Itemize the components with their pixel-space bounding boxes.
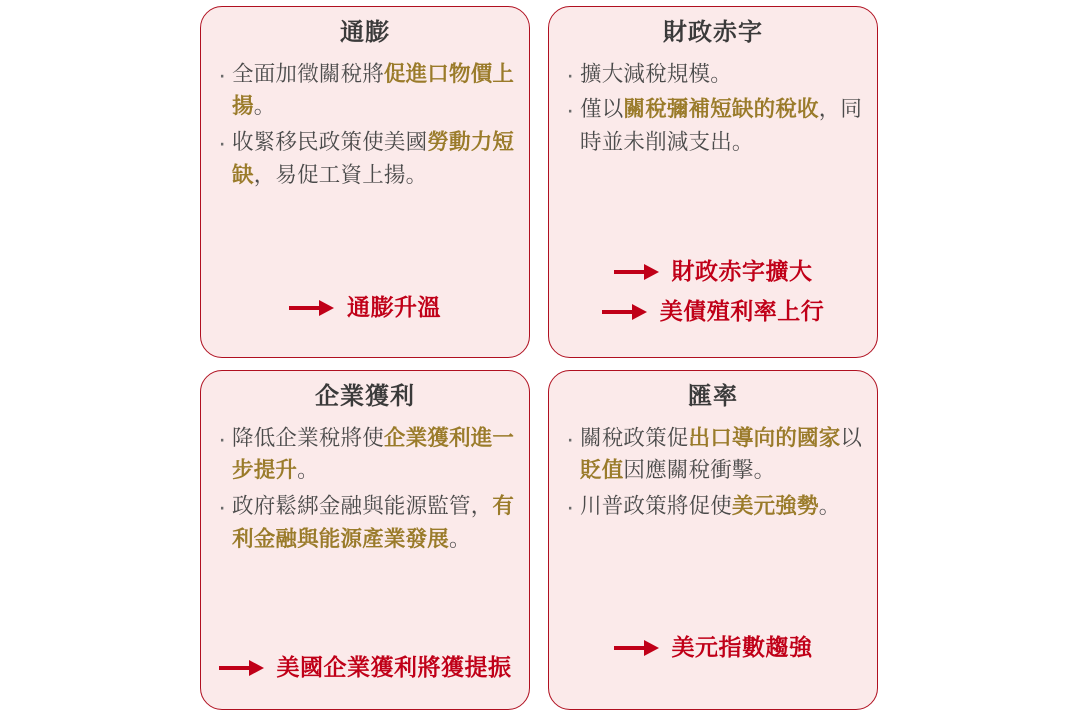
bullet-text-highlight: 貶值 xyxy=(580,458,624,483)
bullet-text-plain: 。 xyxy=(449,526,471,551)
card-profit xyxy=(200,370,530,710)
bullet-list xyxy=(215,422,515,556)
bullet-text-highlight: 關稅彌補短缺的稅收 xyxy=(623,97,819,122)
bullet-text-plain: 全面加徵關稅將 xyxy=(232,61,384,86)
bullet-text-plain: 收緊移民政策使美國 xyxy=(232,130,428,155)
conclusion-text: 美債殖利率上行 xyxy=(659,298,825,325)
list-item xyxy=(563,490,863,523)
arrow-right-icon xyxy=(614,263,660,281)
bullet-text-plain: 以 xyxy=(840,425,863,450)
list-item xyxy=(563,93,863,158)
card-inflation xyxy=(200,6,530,358)
arrow-right-icon xyxy=(614,639,660,657)
card-title: 財政赤字 xyxy=(663,19,763,46)
bullet-text-plain: 因應關稅衝擊。 xyxy=(623,458,776,483)
list-item xyxy=(563,422,863,487)
bullet-list xyxy=(563,58,863,159)
bullet-text-plain: 政府鬆綁金融與能源監管， xyxy=(232,494,493,519)
bullet-text-plain: 。 xyxy=(297,458,319,483)
conclusion-group xyxy=(549,257,877,327)
bullet-text-plain: 僅以 xyxy=(580,97,624,122)
bullet-list xyxy=(563,422,863,523)
card-title: 企業獲利 xyxy=(315,383,415,410)
bullet-text-highlight: 企業獲利進一步提升 xyxy=(232,425,515,483)
bullet-text-plain: 。 xyxy=(253,94,276,119)
list-item xyxy=(563,58,863,91)
conclusion-row xyxy=(201,653,529,683)
card-grid xyxy=(200,6,878,712)
bullet-text-highlight: 出口導向的國家 xyxy=(688,425,841,450)
conclusion-row xyxy=(549,633,877,663)
bullet-text-highlight: 美元強勢 xyxy=(731,494,819,519)
list-item xyxy=(215,490,515,555)
bullet-text-highlight: 勞動力短缺 xyxy=(232,130,515,187)
bullet-text-plain: 。 xyxy=(818,494,841,519)
conclusion-text: 美元指數趨強 xyxy=(671,634,813,661)
arrow-right-icon xyxy=(289,299,335,317)
conclusion-text: 通膨升溫 xyxy=(347,294,441,321)
conclusion-row xyxy=(549,297,877,327)
bullet-text-plain: ，易促工資上揚。 xyxy=(253,162,428,187)
card-title: 匯率 xyxy=(688,383,738,410)
card-title: 通膨 xyxy=(340,19,390,46)
list-item xyxy=(215,58,515,123)
bullet-text-highlight: 有利金融與能源產業發展 xyxy=(232,494,515,551)
bullet-text-plain: ，同時並未削減支出。 xyxy=(580,97,863,155)
card-deficit xyxy=(548,6,878,358)
bullet-text-plain: 擴大減稅規模。 xyxy=(580,61,732,86)
conclusion-row xyxy=(201,293,529,323)
arrow-right-icon xyxy=(602,303,648,321)
bullet-text-plain: 關稅政策促 xyxy=(580,425,689,450)
arrow-right-icon xyxy=(219,659,265,677)
list-item xyxy=(215,422,515,487)
conclusion-row xyxy=(549,257,877,287)
card-fx xyxy=(548,370,878,710)
bullet-text-plain: 川普政策將促使 xyxy=(580,494,732,519)
list-item xyxy=(215,126,515,191)
bullet-text-highlight: 促進口物價上揚 xyxy=(232,61,515,119)
bullet-list xyxy=(215,58,515,192)
conclusion-text: 財政赤字擴大 xyxy=(671,258,813,285)
bullet-text-plain: 降低企業稅將使 xyxy=(232,425,384,450)
conclusion-text: 美國企業獲利將獲提振 xyxy=(276,654,512,681)
